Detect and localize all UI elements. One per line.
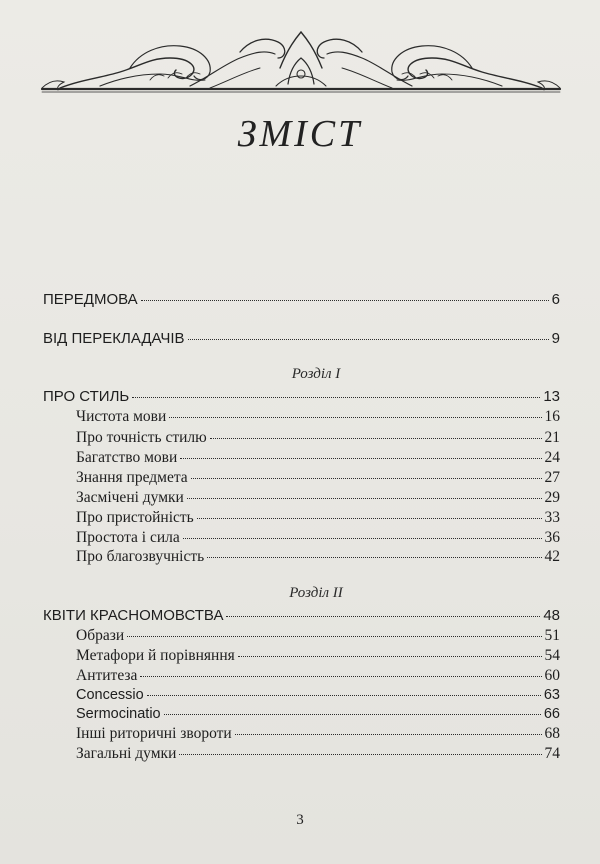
toc-page-number: 29 xyxy=(544,489,560,506)
toc-entry-label: Про пристойність xyxy=(76,509,194,526)
toc-entry-label: Антитеза xyxy=(76,667,138,684)
page-title: ЗМІСТ xyxy=(237,113,363,155)
toc-sub-entry[interactable] xyxy=(76,687,560,703)
toc-entry-label: Засмічені думки xyxy=(76,489,184,506)
dot-leader xyxy=(188,338,549,340)
toc-sub-entry[interactable] xyxy=(76,667,560,685)
toc-page-number: 68 xyxy=(544,725,560,742)
dot-leader xyxy=(183,537,542,539)
toc-sub-entry[interactable] xyxy=(76,706,560,722)
toc-sub-entry[interactable] xyxy=(76,509,560,527)
toc-page-number: 36 xyxy=(544,529,560,546)
toc-entry-label: Простота і сила xyxy=(76,529,180,546)
toc-entry-label: Concessio xyxy=(76,687,144,703)
baroque-scroll-headpiece-icon xyxy=(40,28,562,98)
dot-leader xyxy=(179,753,541,755)
dot-leader xyxy=(132,396,540,398)
toc-entry-label: Багатство мови xyxy=(76,449,178,466)
dot-leader xyxy=(180,457,541,459)
toc-page-number: 51 xyxy=(544,627,560,644)
toc-page-number: 33 xyxy=(544,509,560,526)
toc-entry-label: Загальні думки xyxy=(76,745,177,762)
toc-page-number: 63 xyxy=(543,687,560,703)
dot-leader xyxy=(141,299,549,301)
dot-leader xyxy=(140,675,541,677)
dot-leader xyxy=(226,615,540,617)
toc-page-number: 9 xyxy=(551,330,560,347)
toc-entry-label: ПРО СТИЛЬ xyxy=(43,388,130,405)
toc-sub-entry[interactable] xyxy=(76,548,560,566)
toc-entry-label: Метафори й порівняння xyxy=(76,647,235,664)
dot-leader xyxy=(197,517,542,519)
toc-page-number: 21 xyxy=(544,429,560,446)
toc-entry-label: Знання предмета xyxy=(76,469,188,486)
dot-leader xyxy=(207,556,541,558)
dot-leader xyxy=(187,497,542,499)
toc-entry-label: КВІТИ КРАСНОМОВСТВА xyxy=(43,607,224,624)
toc-entry-label: Про точність стилю xyxy=(76,429,207,446)
toc-sub-entry[interactable] xyxy=(76,489,560,507)
toc-page-number: 54 xyxy=(544,647,560,664)
dot-leader xyxy=(169,416,541,418)
toc-entry-label: Про благозвучність xyxy=(76,548,205,565)
toc-entry-label: Sermocinatio xyxy=(76,706,161,722)
toc-sub-entry[interactable] xyxy=(76,627,560,645)
toc-page-number: 60 xyxy=(544,667,560,684)
toc-page-number: 6 xyxy=(551,291,560,308)
dot-leader xyxy=(238,655,542,657)
toc-sub-entry[interactable] xyxy=(76,725,560,743)
dot-leader xyxy=(191,477,542,479)
toc-page-number: 74 xyxy=(544,745,560,762)
toc-sub-entry[interactable] xyxy=(76,647,560,665)
toc-entry-label: Інші риторичні звороти xyxy=(76,725,232,742)
toc-entry-foreword[interactable] xyxy=(43,291,560,308)
section-heading: Розділ II xyxy=(289,585,343,601)
dot-leader xyxy=(127,635,541,637)
toc-entry-label: ВІД ПЕРЕКЛАДАЧІВ xyxy=(43,330,185,347)
toc-sub-entry[interactable] xyxy=(76,449,560,467)
dot-leader xyxy=(210,437,542,439)
toc-page-number: 16 xyxy=(544,408,560,425)
toc-sub-entry[interactable] xyxy=(76,745,560,763)
section-heading: Розділ I xyxy=(291,366,341,382)
toc-page-number: 27 xyxy=(544,469,560,486)
toc-entry-label: Образи xyxy=(76,627,125,644)
toc-page-number: 48 xyxy=(543,607,560,624)
toc-sub-entry[interactable] xyxy=(76,469,560,487)
toc-chapter-entry[interactable] xyxy=(43,607,560,624)
dot-leader xyxy=(235,733,542,735)
toc-entry-translators[interactable] xyxy=(43,330,560,347)
toc-page-number: 66 xyxy=(543,706,560,722)
toc-entry-label: Чистота мови xyxy=(76,408,167,425)
toc-entry-label: ПЕРЕДМОВА xyxy=(43,291,138,308)
toc-sub-entry[interactable] xyxy=(76,408,560,426)
dot-leader xyxy=(164,713,541,715)
toc-page-number: 42 xyxy=(544,548,560,565)
toc-sub-entry[interactable] xyxy=(76,429,560,447)
toc-page-number: 13 xyxy=(543,388,560,405)
toc-sub-entry[interactable] xyxy=(76,529,560,547)
page-number: 3 xyxy=(296,812,304,828)
dot-leader xyxy=(147,694,541,696)
toc-chapter-entry[interactable] xyxy=(43,388,560,405)
toc-page-number: 24 xyxy=(544,449,560,466)
